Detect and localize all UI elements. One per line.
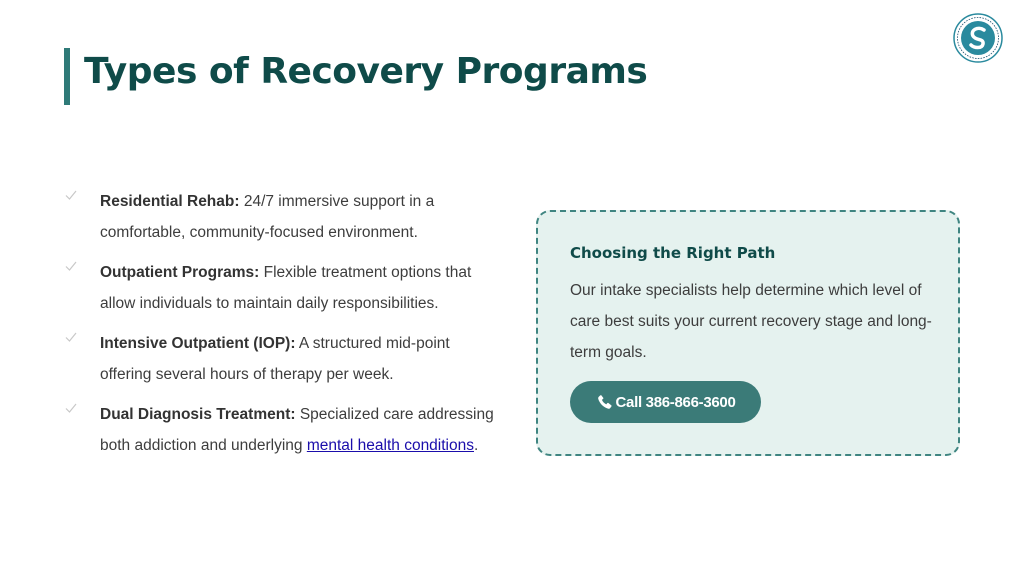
page-title: Types of Recovery Programs	[84, 51, 648, 92]
program-description: Flexible treatment options that allow individuals to maintain daily responsibilities.	[100, 264, 472, 312]
check-icon	[64, 188, 78, 202]
callout-body: Our intake specialists help determine which level of care best suits your current recovery stage and long-term goals.	[570, 282, 932, 361]
sentence-end: .	[474, 437, 479, 454]
program-list	[64, 186, 504, 470]
program-description: A structured mid-point offering several hours of therapy per week.	[100, 335, 450, 383]
choosing-path-callout	[536, 210, 960, 456]
program-title: Residential Rehab:	[100, 193, 240, 210]
check-icon	[64, 330, 78, 344]
program-description: Specialized care addressing both addiction and underlying	[100, 406, 494, 454]
check-icon	[64, 259, 78, 273]
callout-heading: Choosing the Right Path	[570, 244, 776, 262]
program-title: Outpatient Programs:	[100, 264, 260, 281]
check-icon	[64, 401, 78, 415]
mental-health-link[interactable]: mental health conditions	[306, 437, 474, 454]
program-description: 24/7 immersive support in a comfortable, community-focused environment.	[100, 193, 435, 241]
title-accent-bar	[64, 48, 70, 105]
program-title: Intensive Outpatient (IOP):	[100, 335, 296, 352]
phone-icon	[596, 393, 614, 411]
list-item	[64, 328, 504, 390]
call-button[interactable]	[570, 381, 761, 423]
solutions-healthcare-logo-icon	[952, 12, 1004, 64]
program-title: Dual Diagnosis Treatment:	[100, 406, 296, 423]
list-item	[64, 399, 504, 461]
list-item	[64, 186, 504, 248]
list-item	[64, 257, 504, 319]
call-button-label: Call 386-866-3600	[615, 393, 736, 411]
